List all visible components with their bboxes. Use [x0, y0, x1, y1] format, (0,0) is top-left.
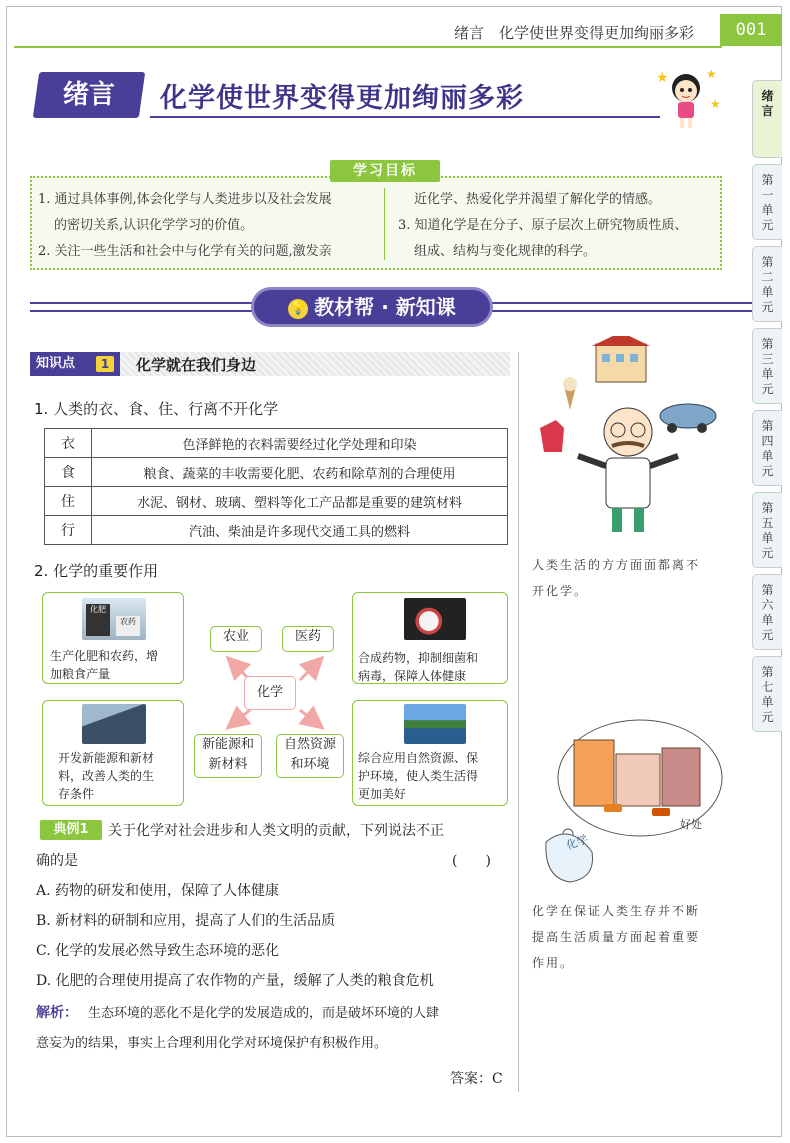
analysis-text: 意妄为的结果，事实上合理利用化学对环境保护有积极作用。 — [36, 1036, 388, 1051]
tab-label: 第 四 单 元 — [761, 419, 774, 478]
tab-label: 第 五 单 元 — [761, 501, 774, 560]
option-a: A. 药物的研发和使用，保障了人体健康 — [36, 883, 280, 899]
table-row — [45, 429, 508, 458]
tab-unit-4[interactable] — [752, 410, 782, 486]
role-text: 生产化肥和农药，增 — [50, 649, 159, 663]
running-header — [0, 20, 712, 46]
section-banner-text: 教材帮 · 新知课 — [314, 295, 456, 319]
role-text: 加粮食产量 — [50, 667, 111, 681]
role-text: 更加美好 — [358, 787, 407, 801]
header-rule — [14, 46, 722, 48]
tab-label: 第 六 单 元 — [761, 583, 774, 642]
node-chemistry: 化学 — [244, 676, 296, 710]
scientist-illustration — [530, 336, 726, 542]
bubble-word: 化学 — [564, 832, 590, 853]
role-text: 料，改善人类的生 — [58, 769, 155, 783]
fertilizer-photo — [82, 598, 146, 640]
row-value: 粮食、蔬菜的丰收需要化肥、农药和除草剂的合理使用 — [92, 458, 508, 487]
sidebar-note: 提高生活质量方面起着重要 — [532, 930, 701, 944]
goal-line: 3. 知道化学是在分子、原子层次上研究物质性质、 — [398, 218, 688, 233]
tab-unit-6[interactable] — [752, 574, 782, 650]
row-value: 色泽鲜艳的衣料需要经过化学处理和印染 — [92, 429, 508, 458]
answer-blank: ( ) — [452, 853, 491, 869]
page-title: 化学使世界变得更加绚丽多彩 — [160, 83, 524, 114]
chapter-tag-label: 绪言 — [62, 80, 115, 110]
medicine-photo — [404, 598, 466, 640]
goal-line: 组成、结构与变化规律的科学。 — [414, 244, 597, 259]
node-environment — [276, 734, 344, 778]
svg-text:★: ★ — [706, 67, 717, 81]
tab-unit-3[interactable] — [752, 328, 782, 404]
node-energy-line: 新能源和 — [201, 737, 254, 752]
tab-intro[interactable] — [752, 80, 782, 158]
section1-title: 1. 人类的衣、食、住、行离不开化学 — [34, 400, 279, 418]
tab-unit-5[interactable] — [752, 492, 782, 568]
table-row — [45, 458, 508, 487]
running-title: 绪言 化学使世界变得更加绚丽多彩 — [453, 24, 694, 42]
role-text: 合成药物，抑制细菌和 — [358, 651, 479, 665]
goal-line: 近化学、热爱化学并渴望了解化学的情感。 — [414, 192, 662, 207]
tab-label: 第 七 单 元 — [761, 665, 774, 724]
row-key: 衣 — [45, 429, 92, 458]
node-environment-line: 自然资源 — [283, 737, 336, 752]
example-stem: 确的是 — [36, 853, 78, 869]
example-tag: 典例1 — [40, 820, 102, 840]
tab-label: 第 一 单 元 — [761, 173, 774, 232]
role-text: 存条件 — [58, 787, 95, 801]
tab-unit-7[interactable] — [752, 656, 782, 732]
node-environment-line: 和环境 — [290, 757, 330, 772]
sidebar-note: 化学在保证人类生存并不断 — [532, 904, 701, 918]
node-energy — [194, 734, 262, 778]
sidebar-note: 作用。 — [532, 956, 575, 970]
goals-divider — [384, 188, 385, 260]
city-thought-bubble-illustration — [530, 718, 726, 888]
row-key: 住 — [45, 487, 92, 516]
tab-label: 绪 言 — [761, 89, 774, 118]
node-energy-line: 新材料 — [208, 757, 248, 772]
solar-panel-photo — [82, 704, 146, 744]
svg-text:★: ★ — [710, 97, 721, 111]
knowledge-point-tag: 知识点 — [30, 352, 120, 376]
sidebar-note: 开化学。 — [532, 584, 589, 598]
row-key: 食 — [45, 458, 92, 487]
role-text: 病毒，保障人体健康 — [358, 669, 467, 683]
goal-line: 1. 通过具体事例,体会化学与人类进步以及社会发展 — [38, 192, 332, 207]
row-value: 水泥、钢材、玻璃、塑料等化工产品都是重要的建筑材料 — [92, 487, 508, 516]
lightbulb-icon: 💡 — [288, 299, 308, 319]
chapter-tag — [33, 72, 145, 118]
title-underline — [150, 116, 660, 118]
node-agriculture: 农业 — [210, 626, 262, 652]
tab-label: 第 二 单 元 — [761, 255, 774, 314]
goal-line: 2. 关注一些生活和社会中与化学有关的问题,激发亲 — [38, 244, 332, 259]
answer: 答案：C — [450, 1071, 503, 1087]
page-number: 001 — [720, 14, 782, 46]
knowledge-point-title: 化学就在我们身边 — [136, 356, 257, 374]
sidebar-note: 人类生活的方方面面都离不 — [532, 558, 701, 572]
tab-unit-1[interactable] — [752, 164, 782, 240]
role-text: 开发新能源和新材 — [58, 751, 155, 765]
table-row — [45, 487, 508, 516]
node-medicine: 医药 — [282, 626, 334, 652]
goal-line: 的密切关系,认识化学学习的价值。 — [54, 218, 254, 233]
example-stem: 关于化学对社会进步和人类文明的贡献，下列说法不正 — [108, 823, 444, 839]
tab-unit-2[interactable] — [752, 246, 782, 322]
daily-life-table — [44, 428, 508, 545]
section2-title: 2. 化学的重要作用 — [34, 562, 159, 580]
option-c: C. 化学的发展必然导致生态环境的恶化 — [36, 943, 280, 959]
table-row — [45, 516, 508, 545]
section-banner — [254, 290, 490, 324]
svg-text:★: ★ — [656, 70, 669, 86]
tab-label: 第 三 单 元 — [761, 337, 774, 396]
pesticide-box-label: 农药 — [116, 616, 140, 636]
option-d: D. 化肥的合理使用提高了农作物的产量，缓解了人类的粮食危机 — [36, 973, 434, 989]
row-key: 行 — [45, 516, 92, 545]
role-text: 护环境，使人类生活得 — [358, 769, 479, 783]
fertilizer-bag-label: 化肥 — [86, 604, 110, 636]
role-text: 综合应用自然资源、保 — [358, 751, 479, 765]
knowledge-point-number: 1 — [96, 356, 114, 372]
good-label: 好处 — [680, 818, 702, 831]
landscape-photo — [404, 704, 466, 744]
learning-goals-heading: 学习目标 — [330, 160, 440, 182]
option-b: B. 新材料的研制和应用，提高了人们的生活品质 — [36, 913, 336, 929]
sidebar-divider — [518, 352, 519, 1092]
analysis-text: 生态环境的恶化不是化学的发展造成的，而是破坏环境的人肆 — [88, 1006, 440, 1021]
row-value: 汽油、柴油是许多现代交通工具的燃料 — [92, 516, 508, 545]
mascot-girl-illustration — [652, 64, 722, 130]
analysis-label: 解析： — [36, 1005, 78, 1021]
